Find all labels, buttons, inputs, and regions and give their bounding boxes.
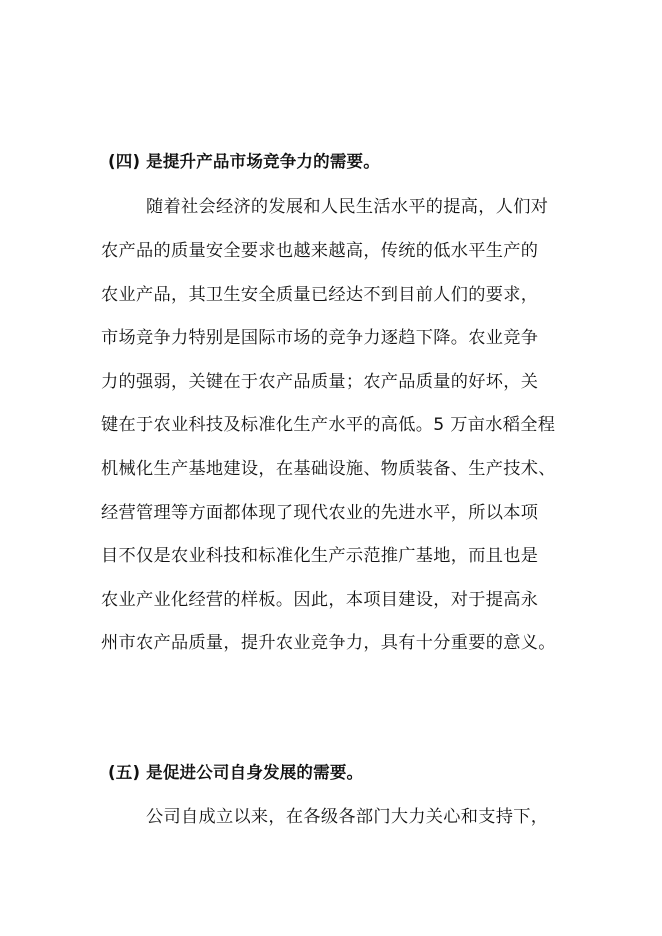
section-4-line-2: 农产品的质量安全要求也越来越高，传统的低水平生产的 bbox=[101, 241, 539, 261]
section-4-heading: (四) 是提升产品市场竞争力的需要。 bbox=[108, 152, 380, 171]
section-4-line-11: 州市农产品质量，提升农业竞争力，具有十分重要的意义。 bbox=[101, 633, 556, 653]
section-4-line-5: 力的强弱，关键在于农产品质量；农产品质量的好坏，关 bbox=[101, 372, 539, 392]
section-4-line-6: 键在于农业科技及标准化生产水平的高低。5 万亩水稻全程 bbox=[101, 415, 556, 435]
section-4-line-9: 目不仅是农业科技和标准化生产示范推广基地，而且也是 bbox=[101, 546, 539, 566]
section-5-heading: (五) 是促进公司自身发展的需要。 bbox=[108, 763, 364, 782]
section-4-line-1: 随着社会经济的发展和人民生活水平的提高，人们对 bbox=[146, 197, 549, 217]
section-4-line-8: 经营管理等方面都体现了现代农业的先进水平，所以本项 bbox=[101, 503, 539, 523]
section-4-line-4: 市场竞争力特别是国际市场的竞争力逐趋下降。农业竞争 bbox=[101, 328, 539, 348]
section-4-line-10: 农业产业化经营的样板。因此，本项目建设，对于提高永 bbox=[101, 590, 539, 610]
section-4-line-7: 机械化生产基地建设，在基础设施、物质装备、生产技术、 bbox=[101, 459, 556, 479]
section-4-line-3: 农业产品，其卫生安全质量已经达不到目前人们的要求， bbox=[101, 285, 539, 305]
section-5-line-1: 公司自成立以来，在各级各部门大力关心和支持下， bbox=[146, 807, 549, 827]
